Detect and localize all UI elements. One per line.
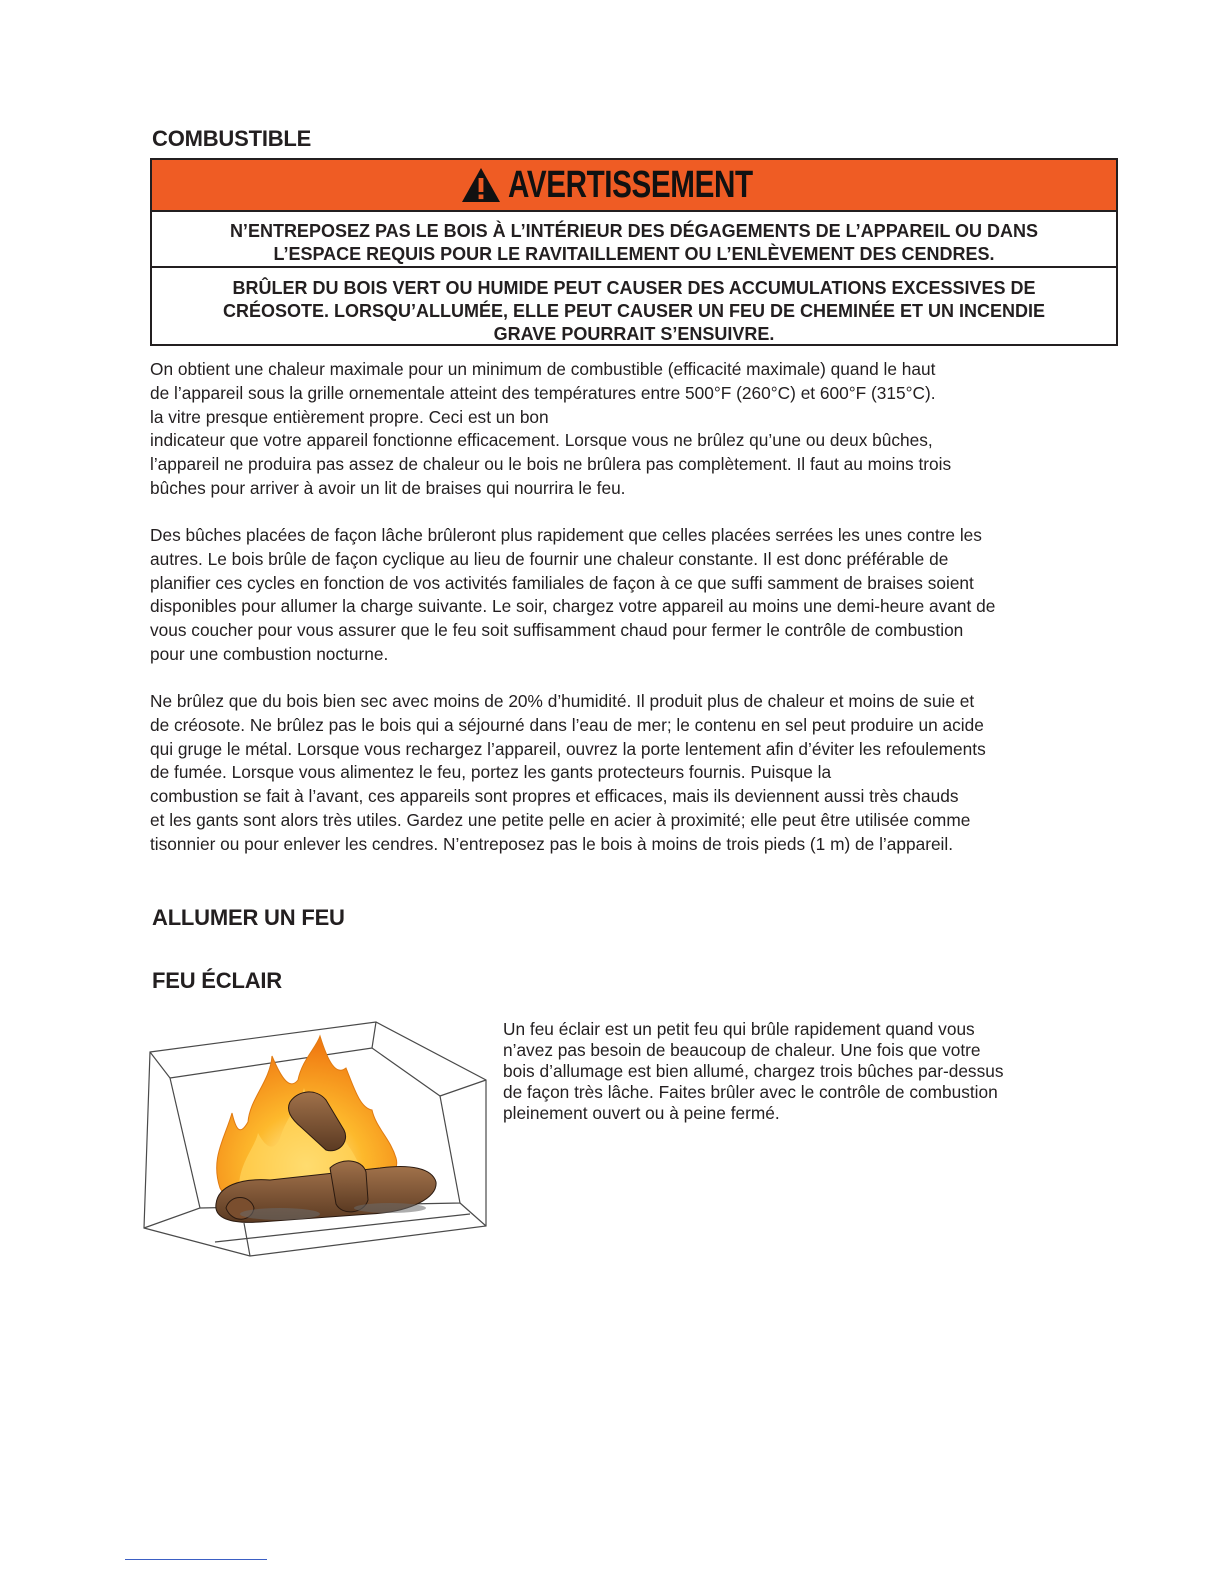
warning-line: N’ENTREPOSEZ PAS LE BOIS À L’INTÉRIEUR DES DÉGAGEMENTS DE L’APPAREIL OU DANS [229, 221, 1039, 241]
text-line: l’appareil ne produira pas assez de chaleur ou le bois ne brûlera pas complètement. Il faut au moins trois [150, 454, 952, 475]
text-line: combustion se fait à l’avant, ces appareils sont propres et efficaces, mais ils deviennent aussi très chauds [150, 786, 959, 807]
warning-line: GRAVE POURRAIT S’ENSUIVRE. [493, 324, 775, 344]
paragraph-loading [150, 524, 1130, 667]
text-line: tisonnier ou pour enlever les cendres. N’entreposez pas le bois à moins de trois pieds (1 m) de l’appareil. [150, 833, 954, 854]
text-line: vous coucher pour vous assurer que le feu soit suffisamment chaud pour fermer le contrôle de combustion [150, 620, 964, 641]
warning-line: CRÉOSOTE. LORSQU’ALLUMÉE, ELLE PEUT CAUSER UN FEU DE CHEMINÉE ET UN INCENDIE [222, 301, 1046, 321]
warning-text-storage [152, 212, 1116, 268]
text-line: n’avez pas besoin de beaucoup de chaleur. Une fois que votre [503, 1040, 981, 1060]
text-line: Des bûches placées de façon lâche brûleront plus rapidement que celles placées serrées les unes contre les [150, 525, 982, 545]
warning-box [150, 158, 1118, 346]
section-title-combustible: COMBUSTIBLE [152, 126, 312, 151]
warning-title: AVERTISSEMENT [508, 163, 753, 206]
section-title-allumer: ALLUMER UN FEU [152, 905, 345, 930]
text-line: pleinement ouvert ou à peine fermé. [503, 1103, 780, 1123]
text-line: la vitre presque entièrement propre. Ceci est un bon [150, 406, 549, 427]
text-line: de créosote. Ne brûlez pas le bois qui a séjourné dans l’eau de mer; le contenu en sel peut produire un acide [150, 714, 984, 735]
text-line: bois d’allumage est bien allumé, chargez trois bûches par-dessus [503, 1061, 1004, 1081]
text-line: autres. Le bois brûle de façon cyclique au lieu de fournir une chaleur constante. Il est donc préférable de [150, 548, 949, 569]
warning-banner [152, 160, 1116, 212]
paragraph-dry-wood [150, 690, 1130, 857]
text-line: Un feu éclair est un petit feu qui brûle rapidement quand vous [503, 1019, 975, 1039]
text-line: disponibles pour allumer la charge suivante. Le soir, chargez votre appareil au moins une demi-heure avant de [150, 596, 996, 617]
warning-text-creosote [152, 268, 1116, 346]
text-line: bûches pour arriver à avoir un lit de braises qui nourrira le feu. [150, 477, 626, 498]
feu-eclair-description [503, 1019, 1103, 1124]
text-line: de façon très lâche. Faites brûler avec le contrôle de combustion [503, 1082, 998, 1102]
warning-line: BRÛLER DU BOIS VERT OU HUMIDE PEUT CAUSER DES ACCUMULATIONS EXCESSIVES DE [232, 278, 1036, 298]
text-line: de fumée. Lorsque vous alimentez le feu, portez les gants protecteurs fournis. Puisque la [150, 762, 832, 783]
text-line: qui gruge le métal. Lorsque vous rechargez l’appareil, ouvrez la porte lentement afin d’éviter les refoulements [150, 738, 986, 759]
text-line: pour une combustion nocturne. [150, 643, 389, 664]
text-line: On obtient une chaleur maximale pour un minimum de combustible (efficacité maximale) quand le haut [150, 359, 936, 379]
warning-triangle-icon [460, 166, 502, 204]
text-line: de l’appareil sous la grille ornementale atteint des températures entre 500°F (260°C) et 600°F (315°C). [150, 382, 936, 403]
text-line: Ne brûlez que du bois bien sec avec moins de 20% d’humidité. Il produit plus de chaleur et moins de suie et [150, 691, 975, 711]
paragraph-efficiency [150, 358, 1130, 501]
text-line: planifier ces cycles en fonction de vos activités familiales de façon à ce que suffi samment de braises soient [150, 572, 974, 593]
text-line: et les gants sont alors très utiles. Gardez une petite pelle en acier à proximité; elle peut être utilisée comme [150, 809, 971, 830]
section-title-feu-eclair: FEU ÉCLAIR [152, 968, 283, 993]
warning-line: L’ESPACE REQUIS POUR LE RAVITAILLEMENT OU L’ENLÈVEMENT DES CENDRES. [273, 244, 995, 264]
fireplace-flames-illustration [140, 1018, 492, 1262]
footnote-divider [125, 1559, 267, 1560]
text-line: indicateur que votre appareil fonctionne efficacement. Lorsque vous ne brûlez qu’une ou deux bûches, [150, 430, 933, 451]
